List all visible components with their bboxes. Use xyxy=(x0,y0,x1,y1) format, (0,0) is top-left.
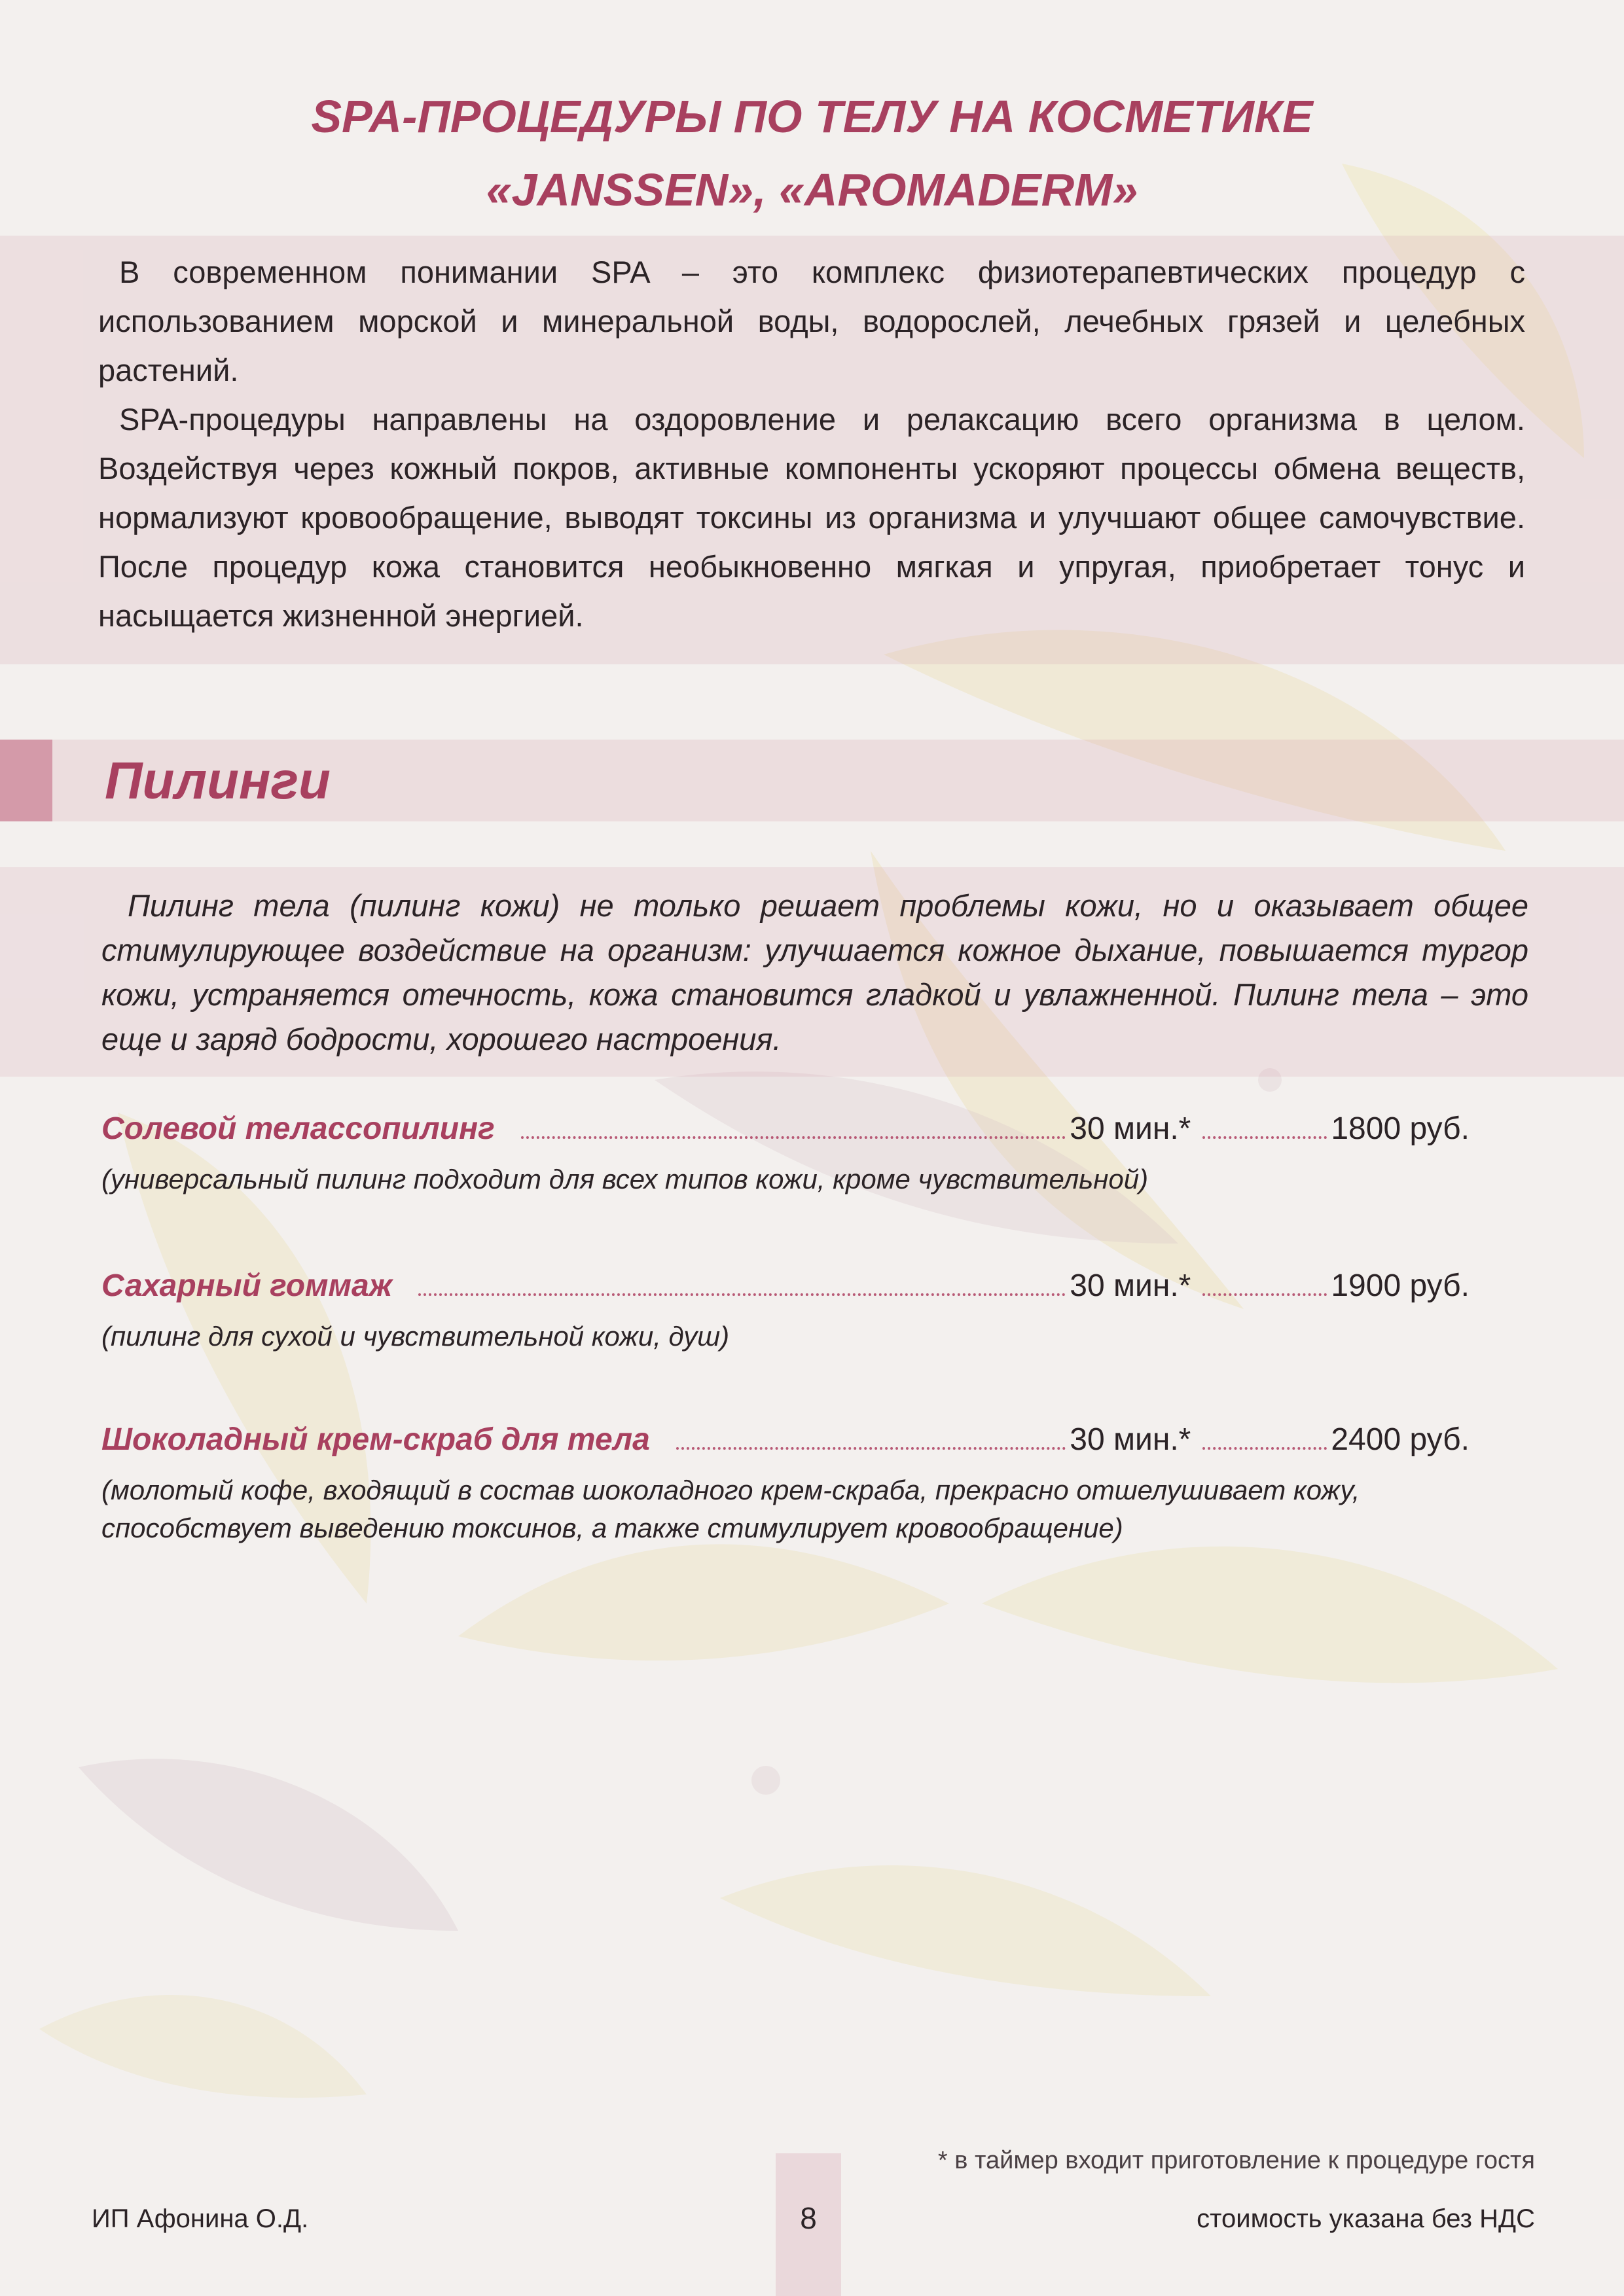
intro-text xyxy=(98,247,1525,640)
title-line-1: SPA-ПРОЦЕДУРЫ ПО ТЕЛУ НА КОСМЕТИКЕ xyxy=(311,91,1313,142)
dot-leader xyxy=(521,1136,1066,1139)
service-time: 30 мин.* xyxy=(1070,1111,1191,1146)
service-row xyxy=(101,1260,1470,1312)
title-line-2: «JANSSEN», «AROMADERM» xyxy=(486,164,1138,215)
dot-leader xyxy=(1202,1293,1327,1296)
section-title: Пилинги xyxy=(105,751,331,810)
service-note: (универсальный пилинг подходит для всех типов кожи, кроме чувствительной) xyxy=(101,1164,1149,1194)
dot-leader xyxy=(1202,1447,1327,1450)
service-name: Шоколадный крем-скраб для тела xyxy=(101,1422,650,1457)
section-marker xyxy=(0,740,52,821)
service-note: (молотый кофе, входящий в состав шоколадного крем-скраба, прекрасно отшелушивает кожу, способствует выведению токсинов, а также стимулирует кровообращение) xyxy=(101,1475,1360,1543)
footer-company: ИП Афонина О.Д. xyxy=(92,2204,309,2233)
service-price: 1900 руб. xyxy=(1331,1268,1470,1303)
section-description: Пилинг тела (пилинг кожи) не только решает проблемы кожи, но и оказывает общее стимулирующее воздействие на организм: улучшается кожное дыхание, повышается тургор кожи, устраняется отечность, кожа становится гладкой и увлажненной. Пилинг тела – это еще и заряд бодрости, хорошего настроения. xyxy=(101,888,1528,1056)
dot-leader xyxy=(676,1447,1066,1450)
service-name: Сахарный гоммаж xyxy=(101,1268,393,1303)
intro-paragraph-2: SPA-процедуры направлены на оздоровление и релаксацию всего организма в целом. Воздействуя через кожный покров, активные компоненты ускоряют процессы обмена веществ, нормализуют кровообращение, выводят токсины из организма и улучшают общее самочувствие. После процедур кожа становится необыкновенно мягкая и упругая, приобретает тонус и насыщается жизненной энергией. xyxy=(98,402,1525,633)
intro-paragraph-1: В современном понимании SPA – это комплекс физиотерапевтических процедур с использованием морской и минеральной воды, водорослей, лечебных грязей и целебных растений. xyxy=(98,255,1525,387)
service-item xyxy=(101,1260,1470,1355)
service-time: 30 мин.* xyxy=(1070,1268,1191,1303)
service-item xyxy=(101,1103,1470,1198)
service-price: 1800 руб. xyxy=(1331,1111,1470,1146)
service-row xyxy=(101,1103,1470,1155)
service-time: 30 мин.* xyxy=(1070,1422,1191,1457)
service-note: (пилинг для сухой и чувствительной кожи, душ) xyxy=(101,1321,730,1352)
dot-leader xyxy=(418,1293,1066,1296)
service-name: Солевой телассопилинг xyxy=(101,1111,495,1146)
timer-footnote: * в таймер входит приготовление к процедуре гостя xyxy=(937,2147,1535,2174)
dot-leader xyxy=(1202,1136,1327,1139)
page-number: 8 xyxy=(800,2201,817,2235)
page-title xyxy=(0,80,1624,226)
service-price: 2400 руб. xyxy=(1331,1422,1470,1457)
service-item xyxy=(101,1414,1470,1547)
footer-vat-note: стоимость указана без НДС xyxy=(1197,2204,1535,2233)
service-row xyxy=(101,1414,1470,1466)
